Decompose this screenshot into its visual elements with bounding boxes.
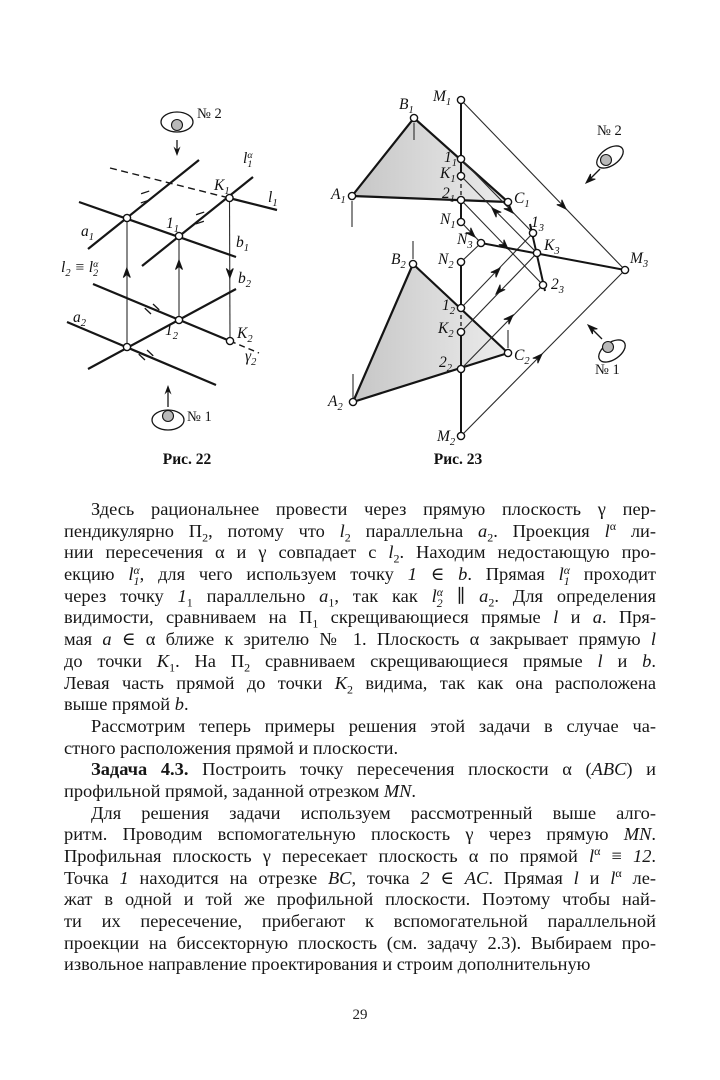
figure-point-label: № 1: [187, 409, 212, 425]
figure-point-label: $N_1$: [440, 211, 456, 232]
figure-point-label: $a_2$: [73, 309, 86, 330]
figure-point-label: $B_2$: [391, 251, 406, 272]
lines-frontal-projection: [67, 284, 236, 385]
figure-point-label: $N_2$: [438, 251, 454, 272]
paragraph-line: ти их пересечение, прибегают к вспомогательной параллельной: [64, 911, 656, 932]
paragraph-line: Точка 1 находится на отрезке BC, точка 2 ∈ AC. Прямая l и $l^\alpha$ ле-: [64, 865, 656, 888]
figure-22: [67, 112, 277, 430]
paragraph-line: ритм. Проводим вспомогательную плоскость γ через прямую MN.: [64, 824, 656, 845]
paragraph-line: Профильная плоскость γ пересекает плоскость α по прямой $l^\alpha \equiv 12$.: [64, 843, 656, 866]
figure-point-label: l α 1: [243, 149, 253, 171]
figure-point-label: № 2: [197, 106, 222, 122]
body-text: [64, 499, 656, 976]
page-number: 29: [352, 1007, 368, 1023]
paragraph-line: Для решения задачи используем рассмотренный выше алго-: [91, 802, 656, 823]
figure-point-label: $K_1$: [214, 177, 230, 198]
paragraph-line: стного расположения прямой и плоскости.: [64, 737, 399, 758]
paragraph-line: Здесь рациональнее провести через прямую плоскость γ пер-: [91, 499, 656, 519]
l1-hidden-dashed: [110, 168, 229, 198]
figure-point-label: $C_1$: [514, 190, 530, 211]
paragraph-line: профильной прямой, заданной отрезком MN.: [64, 780, 417, 801]
paragraph-line: через точку $1_1$ параллельно $a_1$, так как l α 2 ∥ $a_2$. Для определения: [64, 585, 656, 610]
figure-point-label: $1_3$: [531, 214, 544, 235]
figure-point-label: $a_1$: [81, 223, 94, 244]
figure-point-label: $\gamma_2$: [245, 348, 257, 369]
projection-connectors: [127, 198, 230, 347]
figure-point-label: $2_3$: [551, 276, 564, 297]
figure-point-label: $M_1$: [433, 88, 452, 109]
figure-point-label: $1_1$: [444, 149, 457, 170]
paragraph-line: до точки $K_1$. На $П_2$ сравниваем скрещивающиеся прямые l и b.: [64, 650, 656, 675]
figure-point-label: $C_2$: [514, 347, 530, 368]
paragraph-line: пендикулярно $П_2$, потому что $l_2$ параллельна $a_2$. Проекция $l^\alpha$ ли-: [64, 518, 656, 545]
paragraph-line: Задача 4.3. Построить точку пересечения плоскости α (ABC) и: [91, 759, 656, 780]
figure-point-label: $b_1$: [236, 234, 249, 255]
figure-point-label: $1_1$: [166, 215, 179, 236]
viewer-1-eye-icon: [152, 385, 184, 430]
triangle-abc-horizontal: [352, 118, 508, 206]
paragraph-line: извольное направление проектирования и строим дополнительную: [64, 954, 591, 975]
figure-point-label: $K_3$: [544, 237, 560, 258]
projection-rays: [461, 100, 625, 436]
figure-point-label: $K_2$: [438, 320, 454, 341]
figure-23-caption: Рис. 23: [433, 451, 483, 468]
figure-point-label: $b_2$: [238, 270, 251, 291]
figure-point-label: $1_2$: [165, 322, 178, 343]
figure-point-label: $M_3$: [630, 250, 649, 271]
paragraph-line: екцию l α 1 , для чего используем точку 1 ∈ b. Прямая l α 1 проходит: [64, 563, 656, 588]
triangle-abc-frontal: [353, 264, 508, 402]
figure-point-label: $A_2$: [328, 393, 343, 414]
figure-point-label: $1_2$: [442, 297, 455, 318]
paragraph-line: мая a ∈ α ближе к зрителю № 1. Плоскость α закрывает прямую l: [64, 629, 657, 650]
figure-point-label: $N_3$: [457, 231, 473, 252]
figure-point-label: $K_2$: [237, 325, 253, 346]
gamma2-trace-dashed: [230, 341, 259, 353]
bisector-plane-lines: [481, 224, 625, 291]
figure-point-label: $2_2$: [439, 354, 452, 375]
paragraph-line: жат в одной и той же профильной плоскости. Поэтому чтобы най-: [64, 889, 656, 910]
viewer-1-eye-icon: [586, 322, 630, 366]
figure-point-label: $2_1$: [442, 185, 455, 206]
figure-23: [348, 96, 629, 439]
figure-point-label: $l_2 \equiv l$ α 2: [61, 258, 99, 280]
figure-point-label: № 2: [597, 123, 622, 139]
paragraph-line: Левая часть прямой до точки $K_2$ видима, так как она расположена: [64, 672, 656, 697]
paragraph-line: проекции на биссекторную плоскость (см. задачу 2.3). Выбираем про-: [64, 932, 656, 953]
paragraph-line: выше прямой b.: [64, 694, 189, 715]
figure-point-label: $M_2$: [437, 428, 456, 449]
figure-point-label: № 1: [595, 362, 620, 378]
viewer-2-eye-icon: [161, 112, 193, 156]
paragraph-line: видимости, сравниваем на $П_1$ скрещивающиеся прямые l и a. Пря-: [64, 607, 656, 632]
paragraph-line: нии пересечения α и γ совпадает с $l_2$. Находим недостающую про-: [64, 542, 656, 567]
paragraph-line: Рассмотрим теперь примеры решения этой задачи в случае ча-: [91, 715, 656, 736]
viewer-2-eye-icon: [584, 141, 628, 185]
figure-point-label: $B_1$: [399, 96, 414, 117]
figure-point-label: $K_1$: [440, 165, 456, 186]
figure-22-caption: Рис. 22: [162, 451, 212, 468]
figure-point-label: $A_1$: [331, 186, 346, 207]
lines-horizontal-projection: [79, 160, 277, 266]
figure-point-label: $l_1$: [268, 189, 278, 210]
